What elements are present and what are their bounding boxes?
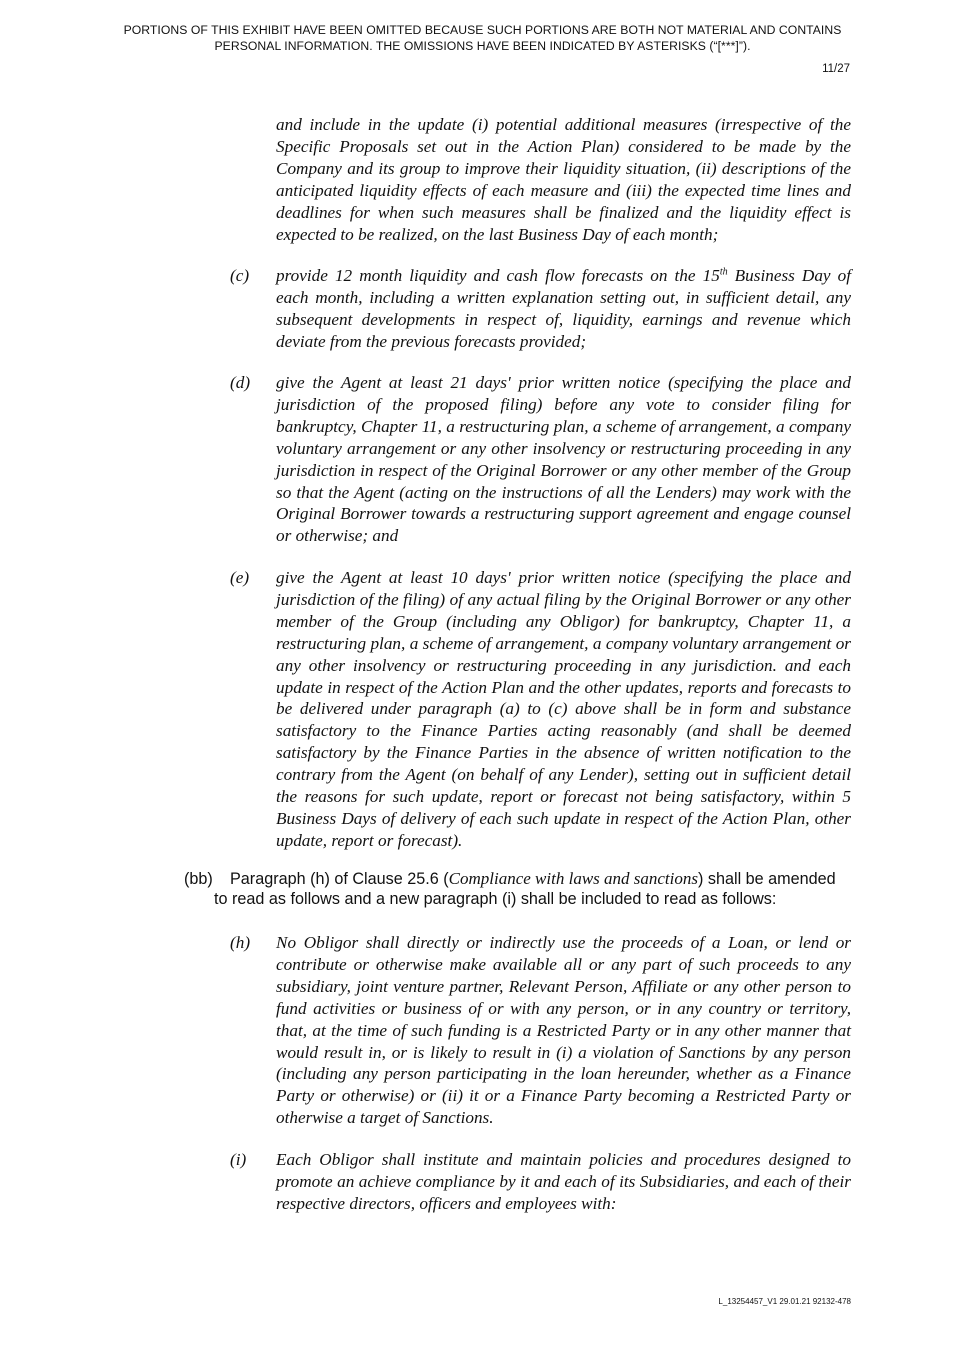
footer-reference: L_13254457_V1 29.01.21 92132-478 — [718, 1297, 851, 1306]
clause-item-h — [230, 932, 851, 1129]
amendment-text-after: ) shall be amended — [698, 870, 836, 888]
item-label-d: (d) — [230, 373, 251, 392]
page-number: 11/27 — [822, 63, 850, 75]
item-text-i: Each Obligor shall institute and maintain policies and procedures designed to promote an achieve compliance by it and each of its Subsidiaries, and each of their respective directors, officers and employees with: — [276, 1150, 851, 1213]
item-label-i: (i) — [230, 1150, 247, 1169]
amendment-line-2: to read as follows and a new paragraph (i) shall be included to read as follows: — [214, 890, 777, 908]
item-label-h: (h) — [230, 933, 251, 952]
item-text-e: give the Agent at least 10 days' prior written notice (specifying the place and jurisdiction of the filing) of any actual filing by the Original Borrower or any other member of the Group (including any Obligor) for bankruptcy, Chapter 11, a restructuring plan, a scheme of arrangement, a company voluntary arrangement or any other insolvency or restructuring proceeding in any jurisdiction. and each update in respect of the Action Plan and the other updates, reports and forecasts to be delivered under paragraph (a) to (c) above shall be in form and substance satisfactory to the Finance Parties acting reasonably (and shall be deemed satisfactory by the Finance Parties in the absence of written notification to the contrary from the Agent (on behalf of any Lender), setting out in sufficient detail the reasons for such update, report or forecast not being satisfactory, within 5 Business Days of delivery of each such update in respect of the Action Plan, other update, report or forecast). — [276, 568, 851, 850]
amendment-line-1 — [184, 869, 851, 889]
omission-notice: PORTIONS OF THIS EXHIBIT HAVE BEEN OMITTED BECAUSE SUCH PORTIONS ARE BOTH NOT MATERIAL AND CONTAINS PERSONAL INFORMATION. THE OMISSIONS HAVE BEEN INDICATED BY ASTERISKS (“[***]”). — [123, 23, 842, 53]
clause-item-e — [230, 567, 851, 852]
item-text-c-part1: provide 12 month liquidity and cash flow forecasts on the 15 — [276, 266, 720, 285]
amendment-label: (bb) — [184, 870, 213, 888]
clause-item-c — [230, 265, 851, 353]
item-text-c — [276, 265, 851, 353]
clause-item-d — [230, 372, 851, 547]
amendment-clause-name: Compliance with laws and sanctions — [448, 869, 698, 888]
continuation-paragraph: and include in the update (i) potential additional measures (irrespective of the Specific Proposals set out in the Action Plan) considered to be made by the Company and its group to improve their liquidity situation, (ii) descriptions of the anticipated liquidity effects of each measure and (iii) the expected time lines and deadlines for when such measures shall be finalized and the liquidity effect is expected to be realized, on the last Business Day of each month; — [276, 115, 851, 244]
item-label-e: (e) — [230, 568, 250, 587]
item-text-d: give the Agent at least 21 days' prior written notice (specifying the place and jurisdiction of the proposed filing) before any vote to consider filing for bankruptcy, Chapter 11, a restructuring plan, a scheme of arrangement, a company voluntary arrangement or any other insolvency or restructuring proceeding in any jurisdiction in respect of the Original Borrower or any other member of the Group so that the Agent (acting on the instructions of all the Lenders) may work with the Original Borrower towards a restructuring support agreement and engage counsel or otherwise; and — [276, 373, 851, 546]
amendment-paragraph-bb — [184, 869, 851, 909]
item-text-h: No Obligor shall directly or indirectly use the proceeds of a Loan, or lend or contribute or otherwise make available all or any part of such proceeds to any subsidiary, joint venture partner, Relevant Person, Affiliate or any other person to fund activities or business of or with any person, or in any country or territory, that, at the time of such funding is a Restricted Party or in any other manner that would result in, or is likely to result in (i) a violation of Sanctions by any person (including any person participating in the loan hereunder, whether as a Finance Party or otherwise) or (ii) it or a Finance Party becoming a Restricted Party or otherwise a target of Sanctions. — [276, 933, 851, 1128]
item-label-c: (c) — [230, 266, 250, 285]
item-text-c-part2: Business Day of each month, including a written explanation setting out, in sufficient detail, any subsequent developments in respect of, liquidity, earnings and revenue which deviate from the previous forecasts provided; — [276, 266, 851, 351]
item-text-c-superscript: th — [719, 266, 728, 278]
amendment-text-before: Paragraph (h) of Clause 25.6 ( — [230, 870, 449, 888]
clause-item-i — [230, 1149, 851, 1215]
